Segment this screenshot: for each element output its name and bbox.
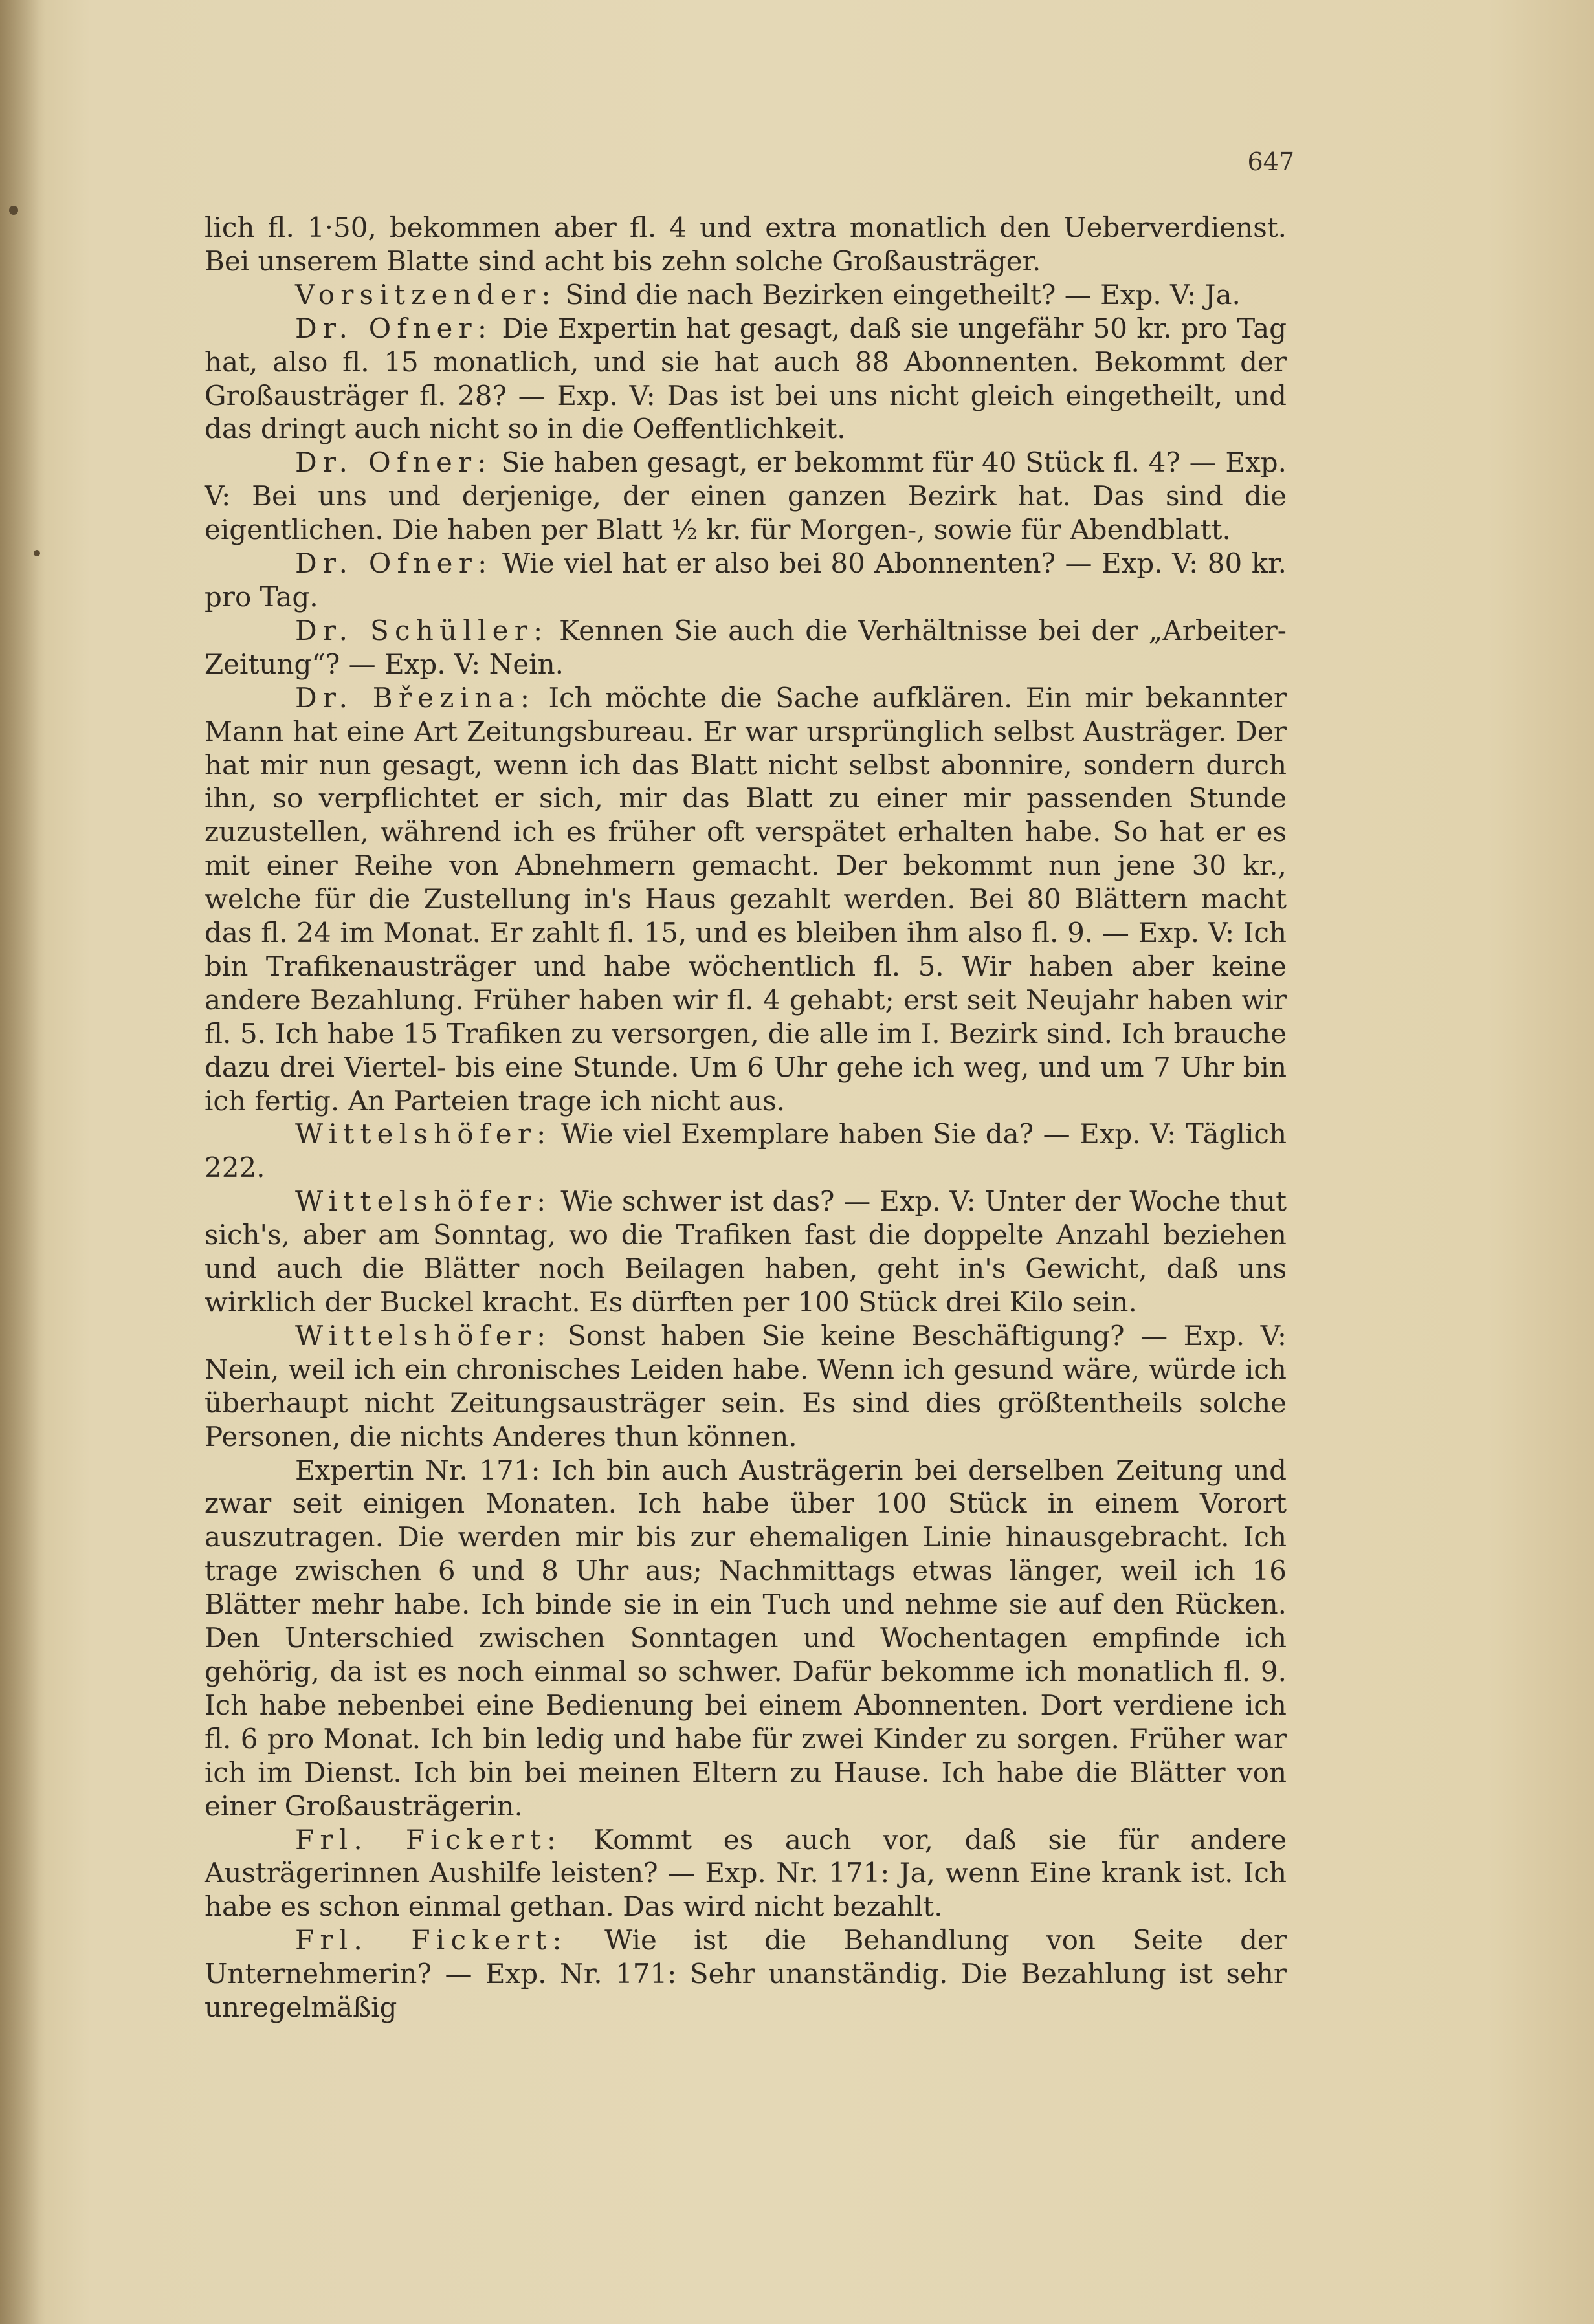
binding-hole [34, 550, 40, 556]
speaker-name: Dr. Ofner: [295, 547, 493, 580]
paragraph [205, 681, 1287, 1118]
paragraph [205, 1185, 1287, 1319]
paragraph [205, 1117, 1287, 1185]
paragraph [205, 1454, 1287, 1823]
page-number: 647 [1247, 148, 1294, 176]
body-text [205, 211, 1287, 2024]
paragraph-text: Wie viel Exemplare haben Sie da? — Exp. V: Täglich 222. [205, 1118, 1287, 1184]
paragraph-text: Sonst haben Sie keine Beschäftigung? — Exp. V: Nein, weil ich ein chronisches Leiden habe. Wenn ich gesund wäre, würde ich überhaupt nicht Zeitungsausträger sein. Es sind dies größtentheils solche Personen, die nichts Anderes thun können. [205, 1319, 1287, 1453]
paragraph [205, 1319, 1287, 1454]
speaker-name: Dr. Ofner: [295, 446, 493, 479]
paragraph-text: Expertin Nr. 171: Ich bin auch Austrägerin bei derselben Zeitung und zwar seit einigen Monaten. Ich habe über 100 Stück in einem Vorort auszutragen. Die werden mir bis zur ehemaligen Linie hinausgebracht. Ich trage zwischen 6 und 8 Uhr aus; Nachmittags etwas länger, weil ich 16 Blätter mehr habe. Ich binde sie in ein Tuch und nehme sie auf den Rücken. Den Unterschied zwischen Sonntagen und Wochentagen empfinde ich gehörig, da ist es noch einmal so schwer. Dafür bekomme ich monatlich fl. 9. Ich habe nebenbei eine Bedienung bei einem Abonnenten. Dort verdiene ich fl. 6 pro Monat. Ich bin ledig und habe für zwei Kinder zu sorgen. Früher war ich im Dienst. Ich bin bei meinen Eltern zu Hause. Ich habe die Blätter von einer Großausträgerin. [205, 1454, 1287, 1822]
speaker-name: Frl. Fickert: [295, 1924, 568, 1957]
paragraph [205, 278, 1287, 312]
binding-shadow [0, 0, 45, 2324]
paragraph [205, 211, 1287, 278]
paragraph-text: Sind die nach Bezirken eingetheilt? — Exp. V: Ja. [556, 278, 1241, 311]
speaker-name: Wittelshöfer: [295, 1118, 552, 1150]
paragraph [205, 312, 1287, 446]
paragraph-text: Die Expertin hat gesagt, daß sie ungefähr 50 kr. pro Tag hat, also fl. 15 monatlich, und sie hat auch 88 Abonnenten. Bekommt der Großausträger fl. 28? — Exp. V: Das ist bei uns nicht gleich eingetheilt, und das dringt auch nicht so in die Oeffentlichkeit. [205, 312, 1287, 445]
paragraph-text: Wie ist die Behandlung von Seite der Unternehmerin? — Exp. Nr. 171: Sehr unanständig. Die Bezahlung ist sehr unregelmäßig [205, 1924, 1287, 2024]
paragraph [205, 547, 1287, 614]
paragraph-text: Ich möchte die Sache aufklären. Ein mir bekannter Mann hat eine Art Zeitungsbureau. Er war ursprünglich selbst Austräger. Der hat mir nun gesagt, wenn ich das Blatt nicht selbst abonnire, sondern durch ihn, so verpflichtet er sich, mir das Blatt zu einer mir passenden Stunde zuzustellen, während ich es früher oft verspätet erhalten habe. So hat er es mit einer Reihe von Abnehmern gemacht. Der bekommt nun jene 30 kr., welche für die Zustellung in's Haus gezahlt werden. Bei 80 Blättern macht das fl. 24 im Monat. Er zahlt fl. 15, und es bleiben ihm also fl. 9. — Exp. V: Ich bin Trafikenausträger und habe wöchentlich fl. 5. Wir haben aber keine andere Bezahlung. Früher haben wir fl. 4 gehabt; erst seit Neujahr haben wir fl. 5. Ich habe 15 Trafiken zu versorgen, die alle im I. Bezirk sind. Ich brauche dazu drei Viertel- bis eine Stunde. Um 6 Uhr gehe ich weg, und um 7 Uhr bin ich fertig. An Parteien trage ich nicht aus. [205, 681, 1287, 1117]
speaker-name: Wittelshöfer: [295, 1185, 552, 1218]
speaker-name: Wittelshöfer: [295, 1319, 552, 1352]
paragraph-text: Wie schwer ist das? — Exp. V: Unter der Woche thut sich's, aber am Sonntag, wo die Trafiken fast die doppelte Anzahl beziehen und auch die Blätter noch Beilagen haben, geht in's Gewicht, daß uns wirklich der Buckel kracht. Es dürften per 100 Stück drei Kilo sein. [205, 1185, 1287, 1318]
binding-hole [9, 206, 18, 215]
paragraph [205, 614, 1287, 681]
speaker-name: Dr. Ofner: [295, 312, 493, 344]
paragraph-text: Kennen Sie auch die Verhältnisse bei der „Arbeiter-Zeitung“? — Exp. V: Nein. [205, 614, 1287, 680]
paragraph [205, 1924, 1287, 2024]
speaker-name: Vorsitzender: [295, 278, 557, 311]
speaker-name: Dr. Březina: [295, 681, 536, 714]
paragraph [205, 1823, 1287, 1924]
paragraph-text: lich fl. 1·50, bekommen aber fl. 4 und extra monatlich den Ueberverdienst. Bei unserem Blatte sind acht bis zehn solche Großausträger. [205, 212, 1287, 277]
speaker-name: Dr. Schüller: [295, 614, 549, 646]
paragraph-text: Kommt es auch vor, daß sie für andere Austrägerinnen Aushilfe leisten? — Exp. Nr. 171: Ja, wenn Eine krank ist. Ich habe es schon einmal gethan. Das wird nicht bezahlt. [205, 1823, 1287, 1923]
paragraph [205, 446, 1287, 547]
paragraph-text: Sie haben gesagt, er bekommt für 40 Stück fl. 4? — Exp. V: Bei uns und derjenige, der einen ganzen Bezirk hat. Das sind die eigentlichen. Die haben per Blatt ½ kr. für Morgen-, sowie für Abendblatt. [205, 446, 1287, 546]
speaker-name: Frl. Fickert: [295, 1823, 562, 1856]
paragraph-text: Wie viel hat er also bei 80 Abonnenten? — Exp. V: 80 kr. pro Tag. [205, 547, 1287, 613]
